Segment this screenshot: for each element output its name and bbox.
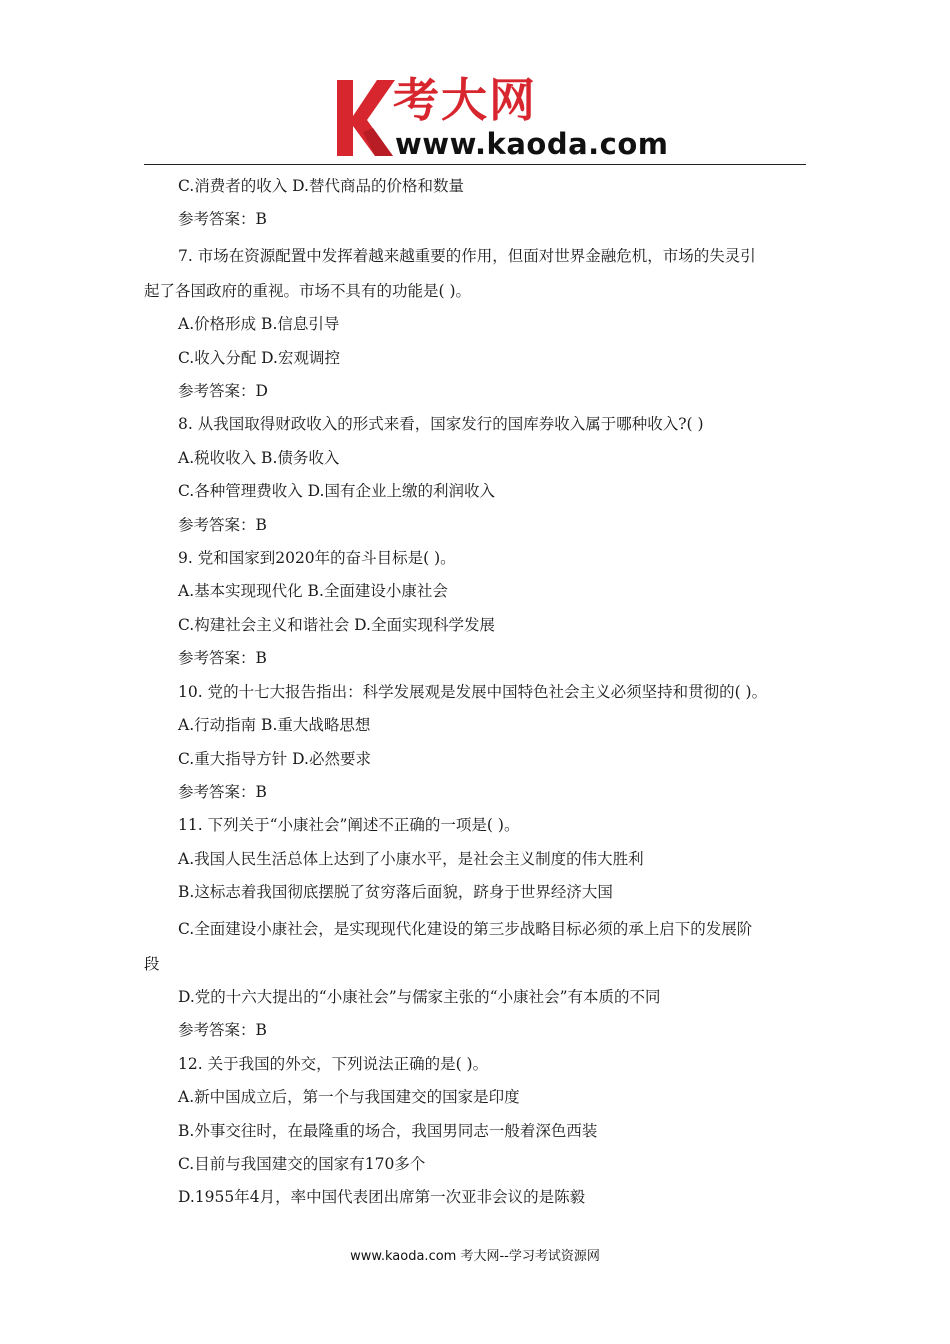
text-line: 10. 党的十七大报告指出：科学发展观是发展中国特色社会主义必须坚持和贯彻的( )。	[178, 682, 768, 701]
text-line: 起了各国政府的重视。市场不具有的功能是( )。	[144, 281, 472, 300]
text-line: C.全面建设小康社会，是实现现代化建设的第三步战略目标必须的承上启下的发展阶	[178, 919, 753, 938]
text-line: A.新中国成立后，第一个与我国建交的国家是印度	[178, 1088, 520, 1107]
text-line: A.我国人民生活总体上达到了小康水平，是社会主义制度的伟大胜利	[178, 849, 644, 868]
text-line: 参考答案：B	[178, 515, 267, 534]
text-line: 9. 党和国家到2020年的奋斗目标是( )。	[178, 549, 456, 568]
site-logo	[333, 70, 669, 162]
text-line: C.构建社会主义和谐社会 D.全面实现科学发展	[178, 615, 495, 634]
brand-url: www.kaoda.com	[395, 127, 669, 161]
text-line: 12. 关于我国的外交，下列说法正确的是( )。	[178, 1054, 489, 1073]
text-line: 8. 从我国取得财政收入的形式来看，国家发行的国库券收入属于哪种收入?( )	[178, 415, 704, 434]
text-line: B.外事交往时，在最隆重的场合，我国男同志一般着深色西装	[178, 1121, 598, 1140]
text-line: C.目前与我国建交的国家有170多个	[178, 1154, 426, 1173]
text-line: A.价格形成 B.信息引导	[178, 315, 340, 334]
text-line: A.基本实现现代化 B.全面建设小康社会	[178, 582, 448, 601]
text-line: 段	[144, 954, 160, 973]
text-line: 参考答案：B	[178, 649, 267, 668]
header-divider	[144, 164, 806, 165]
text-line: A.行动指南 B.重大战略思想	[178, 716, 371, 735]
text-line: A.税收收入 B.债务收入	[178, 448, 340, 467]
text-line: D.1955年4月，率中国代表团出席第一次亚非会议的是陈毅	[178, 1188, 586, 1207]
text-line: 7. 市场在资源配置中发挥着越来越重要的作用，但面对世界金融危机，市场的失灵引	[178, 246, 756, 265]
page-footer: www.kaoda.com 考大网--学习考试资源网	[350, 1249, 600, 1264]
text-line: 参考答案：D	[178, 382, 268, 401]
text-line: C.消费者的收入 D.替代商品的价格和数量	[178, 177, 464, 195]
k-logo-icon	[333, 76, 397, 160]
text-line: 参考答案：B	[178, 210, 267, 229]
text-line: D.党的十六大提出的“小康社会”与儒家主张的“小康社会”有本质的不同	[178, 987, 661, 1006]
text-line: B.这标志着我国彻底摆脱了贫穷落后面貌，跻身于世界经济大国	[178, 883, 613, 902]
text-line: 参考答案：B	[178, 1021, 267, 1040]
brand-name: 考大网	[393, 73, 537, 127]
text-line: C.各种管理费收入 D.国有企业上缴的利润收入	[178, 482, 495, 501]
document-body	[144, 170, 834, 1215]
text-line: C.收入分配 D.宏观调控	[178, 348, 340, 367]
text-line: C.重大指导方针 D.必然要求	[178, 749, 371, 768]
text-line: 11. 下列关于“小康社会”阐述不正确的一项是( )。	[178, 816, 520, 835]
text-line: 参考答案：B	[178, 782, 267, 801]
